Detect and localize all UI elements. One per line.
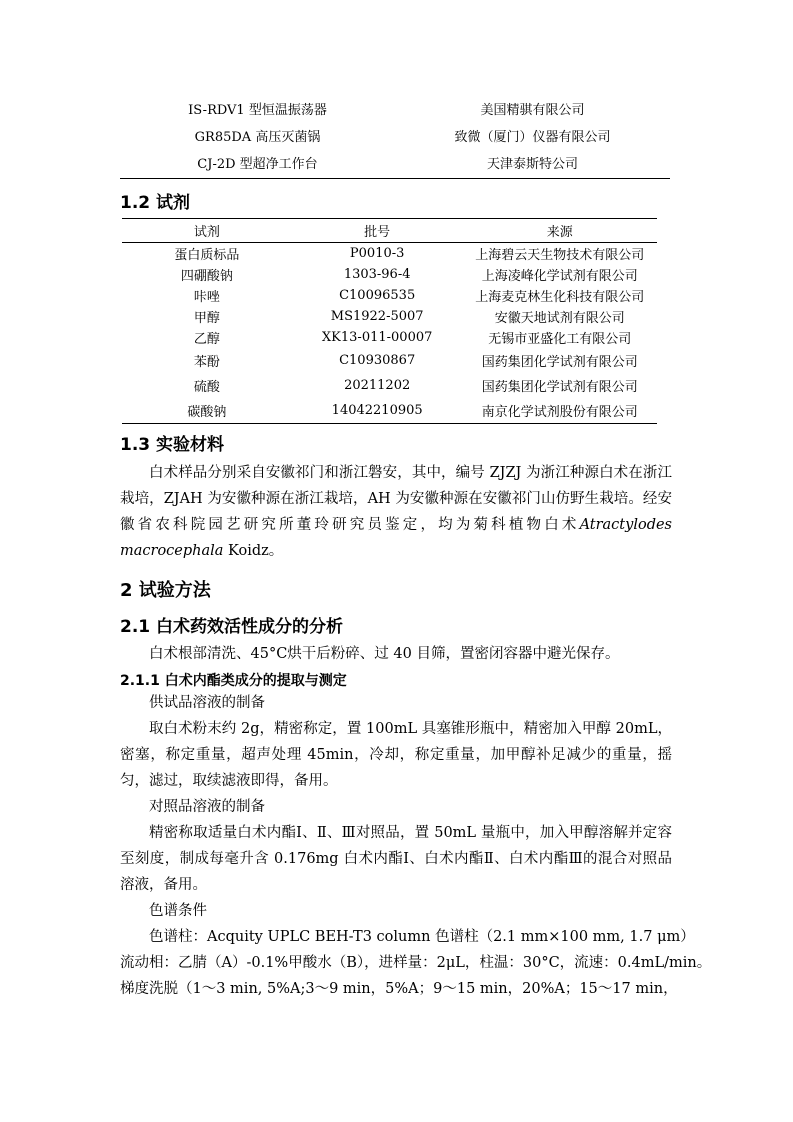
table-cell: 上海凌峰化学试剂有限公司 xyxy=(481,269,638,284)
table-row xyxy=(122,327,657,348)
table-cell: 咔唑 xyxy=(193,290,220,305)
table-cell: 上海碧云天生物技术有限公司 xyxy=(475,248,645,263)
table-header-row xyxy=(122,219,657,243)
table-cell: 甲醇 xyxy=(193,311,220,326)
column-header: 批号 xyxy=(292,219,463,243)
table-cell: 14042210905 xyxy=(292,398,463,424)
table-cell: 四硼酸钠 xyxy=(180,269,233,284)
table-cell: XK13-011-00007 xyxy=(321,330,433,345)
equipment-maker: 美国精骐有限公司 xyxy=(480,103,585,118)
table-row xyxy=(122,285,657,306)
method-paragraphs xyxy=(120,690,712,1002)
reagent-table xyxy=(122,218,657,424)
equipment-maker: 致微（厦门）仪器有限公司 xyxy=(454,130,611,145)
table-row xyxy=(122,306,657,327)
materials-paragraph xyxy=(120,460,672,564)
equipment-model: IS-RDV1 型恒温振荡器 xyxy=(188,103,327,118)
table-cell: MS1922-5007 xyxy=(330,309,424,324)
section-heading-1-3: 1.3 实验材料 xyxy=(120,435,225,455)
equipment-row xyxy=(120,95,670,122)
equipment-model: CJ-2D 型超净工作台 xyxy=(197,157,318,172)
table-cell: 蛋白质标品 xyxy=(174,248,240,263)
table-row xyxy=(122,264,657,285)
equipment-model: GR85DA 高压灭菌锅 xyxy=(194,130,321,145)
section-2-1-paragraph: 白术根部清洗、45°C烘干后粉碎、过 40 目筛，置密闭容器中避光保存。 xyxy=(149,646,620,662)
materials-tail: Koidz。 xyxy=(223,543,284,559)
table-row xyxy=(122,373,657,398)
table-cell: C10096535 xyxy=(339,288,416,303)
table-cell: 安徽天地试剂有限公司 xyxy=(494,311,625,326)
chrom-title: 色谱条件 xyxy=(149,903,207,919)
table-cell: 国药集团化学试剂有限公司 xyxy=(481,380,638,395)
section-heading-2-1-1: 2.1.1 白术内酯类成分的提取与测定 xyxy=(120,673,347,689)
table-cell: P0010-3 xyxy=(349,246,405,261)
sample-title: 供试品溶液的制备 xyxy=(149,695,265,711)
table-cell: 乙醇 xyxy=(193,332,220,347)
equipment-row xyxy=(120,149,670,176)
table-cell: 20211202 xyxy=(344,378,411,393)
ref-text: 精密称取适量白术内酯Ⅰ、Ⅱ、Ⅲ对照品，置 50mL 量瓶中，加入甲醇溶解并定容至刻度，制成每毫升含 0.176mg 白术内酯Ⅰ、白术内酯Ⅱ、白术内酯Ⅲ的混合对照品溶液，备用。 xyxy=(120,825,672,893)
table-cell: 无锡市亚盛化工有限公司 xyxy=(488,332,632,347)
column-header: 试剂 xyxy=(122,219,292,243)
ref-title: 对照品溶液的制备 xyxy=(149,799,265,815)
materials-text: 白术样品分别采自安徽祁门和浙江磐安，其中，编号 ZJZJ 为浙江种源白术在浙江栽培，ZJAH 为安徽种源在浙江栽培，AH 为安徽种源在安徽祁门山仿野生栽培。经安徽省农科院园艺研究所董玲研究员鉴定，均为菊科植物白术 xyxy=(120,465,672,533)
table-cell: C10930867 xyxy=(339,353,416,368)
sample-text: 取白术粉末约 2g，精密称定，置 100mL 具塞锥形瓶中，精密加入甲醇 20mL，密塞，称定重量，超声处理 45min，冷却，称定重量，加甲醇补足减少的重量，摇匀，滤过，取续滤液即得，备用。 xyxy=(120,721,672,789)
section-heading-2-1: 2.1 白术药效活性成分的分析 xyxy=(120,617,344,637)
table-rule xyxy=(120,178,670,179)
section-heading-2: 2 试验方法 xyxy=(120,580,211,601)
table-cell: 碳酸钠 xyxy=(122,398,292,424)
table-cell: 国药集团化学试剂有限公司 xyxy=(481,355,638,370)
chrom-line-3: 梯度洗脱（1～3 min, 5%A;3～9 min，5%A；9～15 min，20%A；15～17 min， xyxy=(120,981,678,997)
chrom-line-1: 色谱柱：Acquity UPLC BEH-T3 column 色谱柱（2.1 mm×100 mm, 1.7 μm） xyxy=(149,929,695,945)
table-cell: 1303-96-4 xyxy=(343,267,411,282)
table-cell: 上海麦克林生化科技有限公司 xyxy=(475,290,645,305)
latin-name: Atractylodes macrocephala xyxy=(120,517,672,559)
table-cell: 苯酚 xyxy=(193,355,220,370)
column-header: 来源 xyxy=(463,219,657,243)
equipment-row xyxy=(120,122,670,149)
table-row xyxy=(122,398,657,424)
section-heading-1-2: 1.2 试剂 xyxy=(120,193,191,213)
table-row xyxy=(122,243,657,265)
equipment-table xyxy=(120,95,670,179)
equipment-maker: 天津泰斯特公司 xyxy=(486,157,578,172)
table-cell: 硫酸 xyxy=(193,380,220,395)
table-row xyxy=(122,348,657,373)
table-cell: 南京化学试剂股份有限公司 xyxy=(463,398,657,424)
chrom-line-2: 流动相：乙腈（A）-0.1%甲酸水（B），进样量：2μL，柱温：30°C，流速：0.4mL/min。 xyxy=(120,955,712,971)
